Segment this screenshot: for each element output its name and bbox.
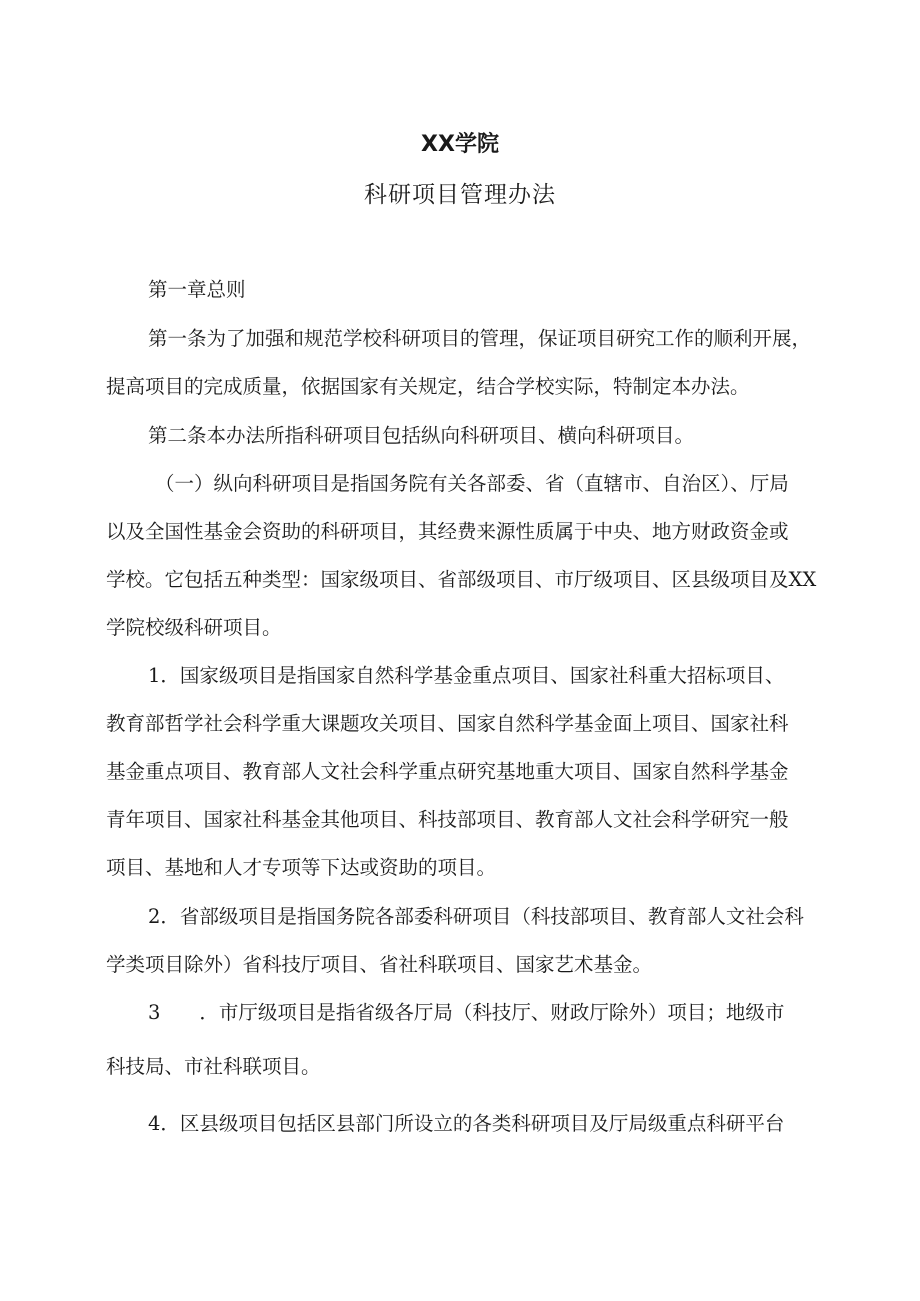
item-2-line-2: 学类项目除外）省科技厅项目、省社科联项目、国家艺术基金。 bbox=[106, 953, 653, 976]
item-4-line-1: 4．区县级项目包括区县部门所设立的各类科研项目及厅局级重点科研平台 bbox=[148, 1112, 785, 1135]
document-title-institution: XX学院 bbox=[421, 132, 499, 157]
document-title: 科研项目管理办法 bbox=[364, 182, 556, 208]
item-1-line-1: 1．国家级项目是指国家自然科学基金重点项目、国家社科重大招标项目、 bbox=[148, 664, 785, 687]
section-1-line-1: （一）纵向科研项目是指国务院有关各部委、省（直辖市、自治区）、厅局 bbox=[155, 472, 789, 495]
section-1-line-3: 学校。它包括五种类型：国家级项目、省部级项目、市厅级项目、区县级项目及XX bbox=[106, 568, 817, 591]
item-3-line-1: 3 ．市厅级项目是指省级各厅局（科技厅、财政厅除外）项目；地级市 bbox=[148, 1001, 785, 1024]
item-2-line-1: 2．省部级项目是指国务院各部委科研项目（科技部项目、教育部人文社会科 bbox=[148, 905, 804, 928]
chapter-heading: 第一章总则 bbox=[148, 278, 246, 301]
item-1-line-4: 青年项目、国家社科基金其他项目、科技部项目、教育部人文社会科学研究一般 bbox=[106, 808, 789, 831]
item-3-line-2: 科技局、市社科联项目。 bbox=[106, 1055, 321, 1078]
item-1-line-2: 教育部哲学社会科学重大课题攻关项目、国家自然科学基金面上项目、国家社科 bbox=[106, 712, 789, 735]
item-1-line-3: 基金重点项目、教育部人文社会科学重点研究基地重大项目、国家自然科学基金 bbox=[106, 760, 789, 783]
article-2: 第二条本办法所指科研项目包括纵向科研项目、横向科研项目。 bbox=[148, 424, 695, 447]
item-1-line-5: 项目、基地和人才专项等下达或资助的项目。 bbox=[106, 856, 497, 879]
article-1-line-2: 提高项目的完成质量，依据国家有关规定，结合学校实际，特制定本办法。 bbox=[106, 375, 750, 398]
section-1-line-4: 学院校级科研项目。 bbox=[106, 616, 282, 639]
section-1-line-2: 以及全国性基金会资助的科研项目，其经费来源性质属于中央、地方财政资金或 bbox=[106, 520, 789, 543]
article-1-line-1: 第一条为了加强和规范学校科研项目的管理，保证项目研究工作的顺利开展， bbox=[148, 327, 812, 350]
